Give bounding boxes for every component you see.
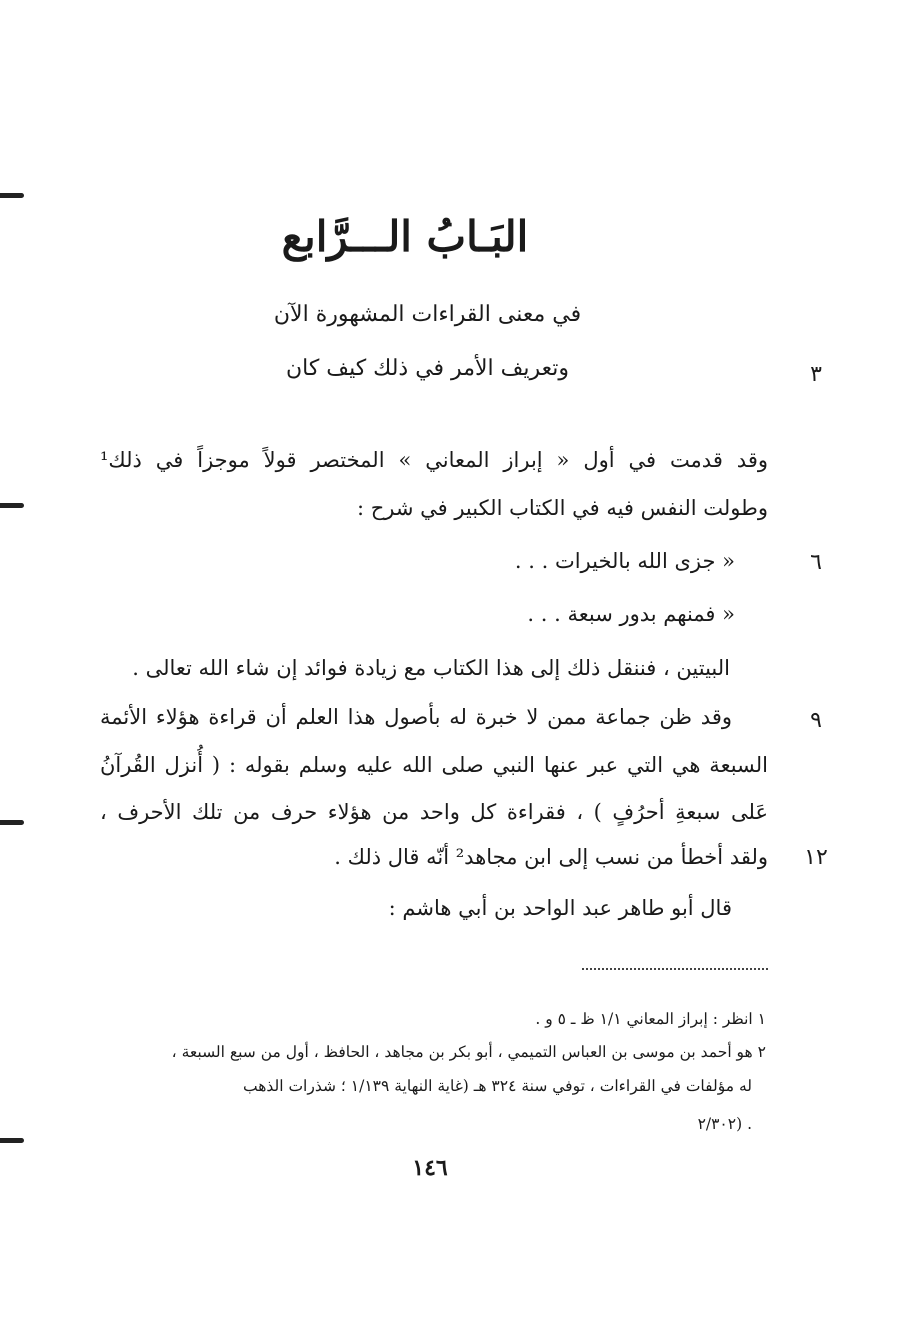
page-number: ١٤٦ [412, 1155, 448, 1181]
footnote-line: ٢ هو أحمد بن موسى بن العباس التميمي ، أبو بكر بن مجاهد ، الحافظ ، أول من سبع السبعة ، [171, 1043, 766, 1061]
body-line: وقد قدمت في أول « إبراز المعاني » المختصر قولاً موجزاً في ذلك¹ [100, 448, 768, 472]
chapter-title: البَـابُ الـــرَّابع [281, 212, 529, 261]
line-number: ١٢ [804, 845, 828, 870]
body-line: ولقد أخطأ من نسب إلى ابن مجاهد² أنّه قال ذلك . [334, 845, 768, 869]
subtitle-line-1: في معنى القراءات المشهورة الآن [273, 302, 582, 327]
scan-edge-mark [0, 503, 24, 508]
scan-edge-mark [0, 1138, 24, 1143]
body-line: عَلى سبعةِ أحرُفٍ ) ، فقراءة كل واحد من هؤلاء حرف من تلك الأحرف ، [100, 800, 768, 824]
verse-line: « فمنهم بدور سبعة . . . [527, 602, 735, 626]
line-number: ٣ [810, 362, 822, 387]
footnote-line: ٢/٣٠٢) . [697, 1115, 752, 1133]
body-line: البيتين ، فننقل ذلك إلى هذا الكتاب مع زيادة فوائد إن شاء الله تعالى . [132, 656, 730, 680]
scan-edge-mark [0, 193, 24, 198]
footnote-line: ١ انظر : إبراز المعاني ١/١ ظ ـ ٥ و . [535, 1010, 766, 1028]
body-line: وقد ظن جماعة ممن لا خبرة له بأصول هذا العلم أن قراءة هؤلاء الأئمة [100, 705, 732, 729]
body-line: وطولت النفس فيه في الكتاب الكبير في شرح : [356, 496, 768, 520]
line-number: ٦ [810, 550, 822, 575]
body-line: السبعة هي التي عبر عنها النبي صلى الله عليه وسلم بقوله : ( أُنزل القُرآنُ [100, 753, 769, 777]
verse-line: « جزى الله بالخيرات . . . [514, 549, 735, 573]
scan-edge-mark [0, 820, 24, 825]
body-line: قال أبو طاهر عبد الواحد بن أبي هاشم : [388, 896, 732, 920]
subtitle-line-2: وتعريف الأمر في ذلك كيف كان [285, 356, 570, 381]
line-number: ٩ [810, 708, 822, 733]
footnote-line: له مؤلفات في القراءات ، توفي سنة ٣٢٤ هـ (غاية النهاية ١/١٣٩ ؛ شذرات الذهب [242, 1077, 752, 1095]
footnote-separator [582, 968, 768, 970]
